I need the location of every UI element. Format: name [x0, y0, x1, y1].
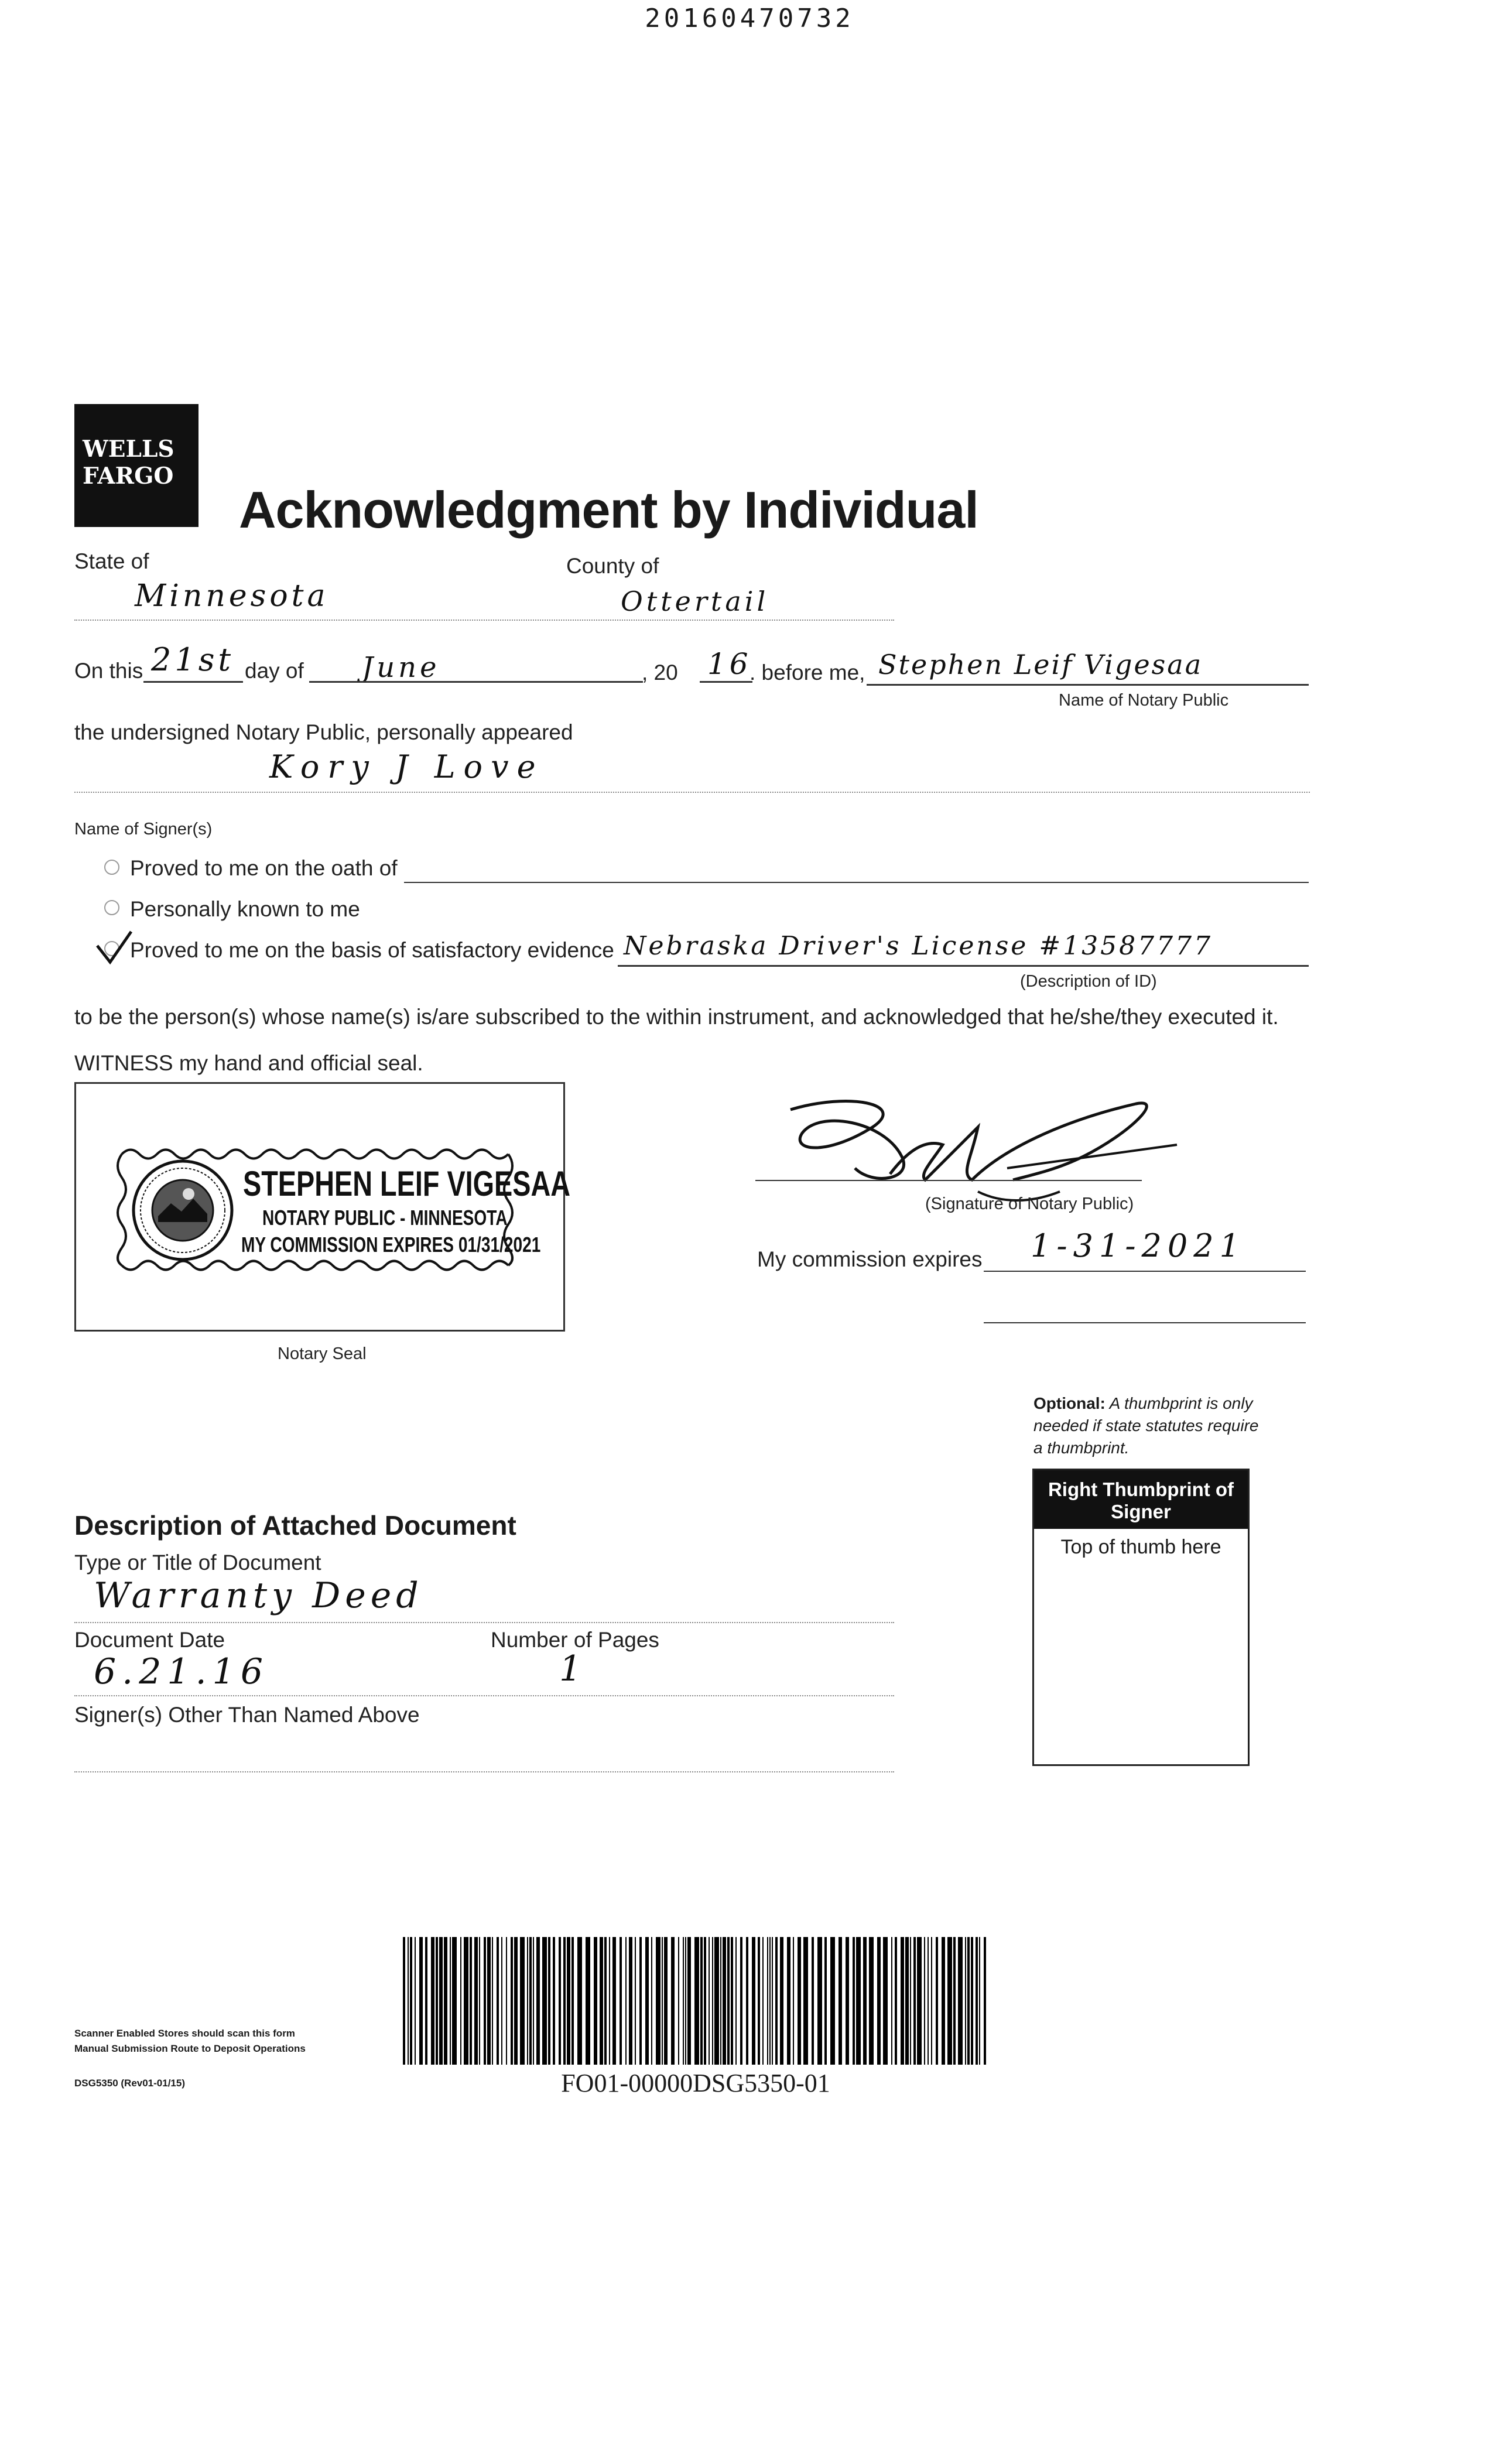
barcode-bar: [651, 1937, 652, 2065]
barcode-bar: [662, 1937, 663, 2065]
barcode-bar: [793, 1937, 794, 2065]
county-value: Ottertail: [621, 586, 769, 617]
barcode-bar: [762, 1937, 764, 2065]
barcode-bar: [942, 1937, 945, 2065]
signature-line: [755, 1180, 1142, 1181]
wells-fargo-logo: [74, 404, 199, 527]
barcode-bar: [687, 1937, 691, 2065]
barcode-bar: [700, 1937, 703, 2065]
barcode-bar: [928, 1937, 929, 2065]
barcode-bar: [735, 1937, 737, 2065]
commission-extra-line: [984, 1322, 1306, 1323]
barcode-bar: [571, 1937, 574, 2065]
evidence-check-mark: [94, 928, 135, 969]
commission-line: [984, 1271, 1306, 1272]
barcode-bar: [527, 1937, 528, 2065]
year-value: 16: [707, 647, 752, 681]
month-line: [309, 681, 643, 683]
barcode-bar: [529, 1937, 532, 2065]
commission-value: 1-31-2021: [1031, 1227, 1245, 1264]
stamp-notary-name: STEPHEN LEIF VIGESAA: [243, 1164, 571, 1203]
barcode-bar: [803, 1937, 808, 2065]
barcode-bar: [497, 1937, 499, 2065]
barcode-bar: [905, 1937, 909, 2065]
document-date-label: Document Date: [74, 1628, 225, 1652]
barcode-bar: [767, 1937, 768, 2065]
barcode-bar: [901, 1937, 904, 2065]
form-code: DSG5350 (Rev01-01/15): [74, 2078, 186, 2089]
signer-name-caption: Name of Signer(s): [74, 820, 213, 839]
barcode-bar: [664, 1937, 668, 2065]
on-this-label: On this: [74, 659, 143, 683]
barcode-bar: [450, 1937, 451, 2065]
attached-heading: Description of Attached Document: [74, 1510, 516, 1541]
barcode-bar: [542, 1937, 547, 2065]
notary-seal-box: [74, 1082, 571, 1332]
evidence-option-label: Proved to me on the basis of satisfactory evidence: [130, 938, 614, 962]
barcode-bar: [645, 1937, 649, 2065]
barcode-bar: [769, 1937, 771, 2065]
pages-label: Number of Pages: [491, 1628, 659, 1652]
witness-text: WITNESS my hand and official seal.: [74, 1051, 423, 1075]
notary-name-line: [867, 684, 1309, 686]
barcode-bar: [609, 1937, 610, 2065]
barcode-bar: [931, 1937, 932, 2065]
barcode-bar: [506, 1937, 507, 2065]
barcode-text: FO01-00000DSG5350-01: [561, 2069, 830, 2097]
before-me-label: . before me,: [750, 661, 865, 685]
barcode-bar: [487, 1937, 491, 2065]
document-date-value: 6.21.16: [94, 1651, 269, 1692]
logo-line-1: WELLS: [83, 436, 174, 463]
barcode-bar: [501, 1937, 502, 2065]
thumbprint-hint: Top of thumb here: [1060, 1536, 1221, 1558]
barcode-bar: [910, 1937, 911, 2065]
state-label: State of: [74, 549, 149, 573]
barcode-bar: [671, 1937, 675, 2065]
thumbprint-header: Right Thumbprint of Signer: [1034, 1470, 1248, 1529]
optional-text: A thumbprint is only needed if state statutes require a thumbprint.: [1033, 1394, 1259, 1457]
signer-name-value: Kory J Love: [269, 748, 544, 785]
barcode-bar: [431, 1937, 434, 2065]
barcode-bar: [856, 1937, 861, 2065]
barcode-image: [403, 1937, 988, 2065]
barcode-bar: [436, 1937, 438, 2065]
barcode-bar: [553, 1937, 555, 2065]
barcode-bar: [712, 1937, 713, 2065]
barcode-bar: [410, 1937, 412, 2065]
barcode-bar: [967, 1937, 970, 2065]
barcode-bar: [817, 1937, 822, 2065]
stamp-line-3: MY COMMISSION EXPIRES 01/31/2021: [241, 1233, 541, 1257]
optional-label: Optional:: [1033, 1394, 1106, 1412]
barcode-bar: [824, 1937, 827, 2065]
day-value: 21st: [151, 641, 235, 678]
oath-radio: [104, 860, 119, 875]
form-title: Acknowledgment by Individual: [239, 481, 978, 539]
barcode-bar: [704, 1937, 706, 2065]
barcode-bar: [520, 1937, 525, 2065]
year-line: [700, 681, 752, 683]
barcode-bar: [731, 1937, 733, 2065]
barcode-bar: [723, 1937, 726, 2065]
date-pages-line: [74, 1695, 894, 1696]
barcode-bar: [984, 1937, 986, 2065]
subscribed-text: to be the person(s) whose name(s) is/are subscribed to the within instrument, and acknowledged that he/she/they executed it.: [74, 1005, 1279, 1029]
barcode-bar: [979, 1937, 980, 2065]
barcode-bar: [559, 1937, 561, 2065]
barcode-bar: [714, 1937, 719, 2065]
county-label: County of: [566, 554, 659, 578]
barcode-bar: [419, 1937, 423, 2065]
barcode-bar: [877, 1937, 881, 2065]
barcode-bar: [415, 1937, 416, 2065]
type-label: Type or Title of Document: [74, 1551, 321, 1575]
signer-name-line: [74, 792, 1310, 793]
barcode-bar: [953, 1937, 956, 2065]
stamp-line-2: NOTARY PUBLIC - MINNESOTA: [262, 1206, 508, 1230]
oath-line: [404, 882, 1309, 883]
barcode-bar: [891, 1937, 892, 2065]
barcode-bar: [444, 1937, 447, 2065]
type-value: Warranty Deed: [94, 1575, 423, 1616]
barcode-bar: [586, 1937, 590, 2065]
barcode-bar: [492, 1937, 493, 2065]
barcode-bar: [740, 1937, 742, 2065]
barcode-bar: [567, 1937, 570, 2065]
barcode-bar: [853, 1937, 855, 2065]
barcode-bar: [787, 1937, 790, 2065]
barcode-bar: [612, 1937, 616, 2065]
barcode-bar: [727, 1937, 730, 2065]
barcode-bar: [439, 1937, 443, 2065]
barcode-bar: [514, 1937, 518, 2065]
barcode-bar: [924, 1937, 925, 2065]
scanner-note: [74, 2026, 306, 2056]
barcode-bar: [775, 1937, 778, 2065]
barcode-bar: [846, 1937, 849, 2065]
barcode-bar: [620, 1937, 622, 2065]
barcode-bar: [798, 1937, 801, 2065]
barcode-bar: [604, 1937, 607, 2065]
barcode-bar: [780, 1937, 783, 2065]
state-county-line: [74, 620, 894, 621]
barcode-bar: [958, 1937, 963, 2065]
evidence-caption: (Description of ID): [1020, 972, 1157, 991]
recording-number: 20160470732: [645, 4, 854, 33]
barcode-bar: [536, 1937, 540, 2065]
barcode-bar: [563, 1937, 566, 2065]
barcode-bar: [484, 1937, 486, 2065]
state-value: Minnesota: [135, 579, 329, 614]
barcode-bar: [976, 1937, 978, 2065]
barcode-bar: [758, 1937, 760, 2065]
notary-name-caption: Name of Notary Public: [1059, 691, 1229, 710]
barcode-bar: [694, 1937, 699, 2065]
barcode-bar: [720, 1937, 721, 2065]
barcode-bar: [883, 1937, 888, 2065]
barcode-bar: [830, 1937, 835, 2065]
barcode-bar: [464, 1937, 468, 2065]
barcode-bar: [746, 1937, 748, 2065]
state-seal-icon: [130, 1158, 235, 1263]
barcode-bar: [533, 1937, 534, 2065]
other-signers-line: [74, 1771, 894, 1772]
day-of-label: day of: [245, 659, 304, 683]
thumbprint-box: [1032, 1469, 1250, 1766]
barcode-bar: [594, 1937, 597, 2065]
barcode-bar: [425, 1937, 427, 2065]
barcode-bar: [685, 1937, 686, 2065]
barcode-bar: [635, 1937, 636, 2065]
barcode-bar: [839, 1937, 842, 2065]
barcode-bar: [936, 1937, 938, 2065]
barcode-bar: [452, 1937, 457, 2065]
barcode-bar: [600, 1937, 603, 2065]
barcode-bar: [863, 1937, 867, 2065]
barcode-bar: [479, 1937, 480, 2065]
barcode-bar: [548, 1937, 550, 2065]
barcode-bar: [869, 1937, 874, 2065]
barcode-bar: [709, 1937, 710, 2065]
month-value: June: [362, 651, 440, 684]
barcode-bar: [947, 1937, 952, 2065]
barcode-bar: [408, 1937, 409, 2065]
known-option-label: Personally known to me: [130, 897, 360, 921]
barcode-bar: [965, 1937, 966, 2065]
barcode-bar: [474, 1937, 478, 2065]
barcode-bar: [917, 1937, 922, 2065]
type-line: [74, 1622, 894, 1623]
barcode-bar: [678, 1937, 679, 2065]
barcode-bar: [656, 1937, 660, 2065]
barcode-bar: [629, 1937, 632, 2065]
barcode-bar: [403, 1937, 405, 2065]
barcode-bar: [639, 1937, 642, 2065]
barcode-bar: [577, 1937, 582, 2065]
commission-label: My commission expires: [757, 1247, 983, 1271]
barcode-bar: [913, 1937, 916, 2065]
barcode-bar: [895, 1937, 897, 2065]
pages-value: 1: [559, 1648, 586, 1689]
scanner-line-2: Manual Submission Route to Deposit Operations: [74, 2043, 306, 2054]
barcode-bar: [772, 1937, 773, 2065]
thumbprint-optional-note: [1033, 1392, 1268, 1459]
notary-name-value: Stephen Leif Vigesaa: [878, 649, 1203, 680]
barcode-bar: [812, 1937, 814, 2065]
barcode-bar: [460, 1937, 461, 2065]
evidence-value: Nebraska Driver's License #13587777: [624, 931, 1213, 961]
evidence-line: [618, 965, 1309, 967]
oath-option-label: Proved to me on the oath of: [130, 856, 398, 880]
barcode-bar: [625, 1937, 627, 2065]
known-radio: [104, 900, 119, 915]
logo-line-2: FARGO: [83, 463, 174, 490]
year-prefix: , 20: [642, 661, 678, 685]
barcode-bar: [470, 1937, 472, 2065]
barcode-bar: [971, 1937, 973, 2065]
signature-caption: (Signature of Notary Public): [925, 1195, 1134, 1213]
barcode-bar: [683, 1937, 684, 2065]
day-line: [143, 681, 243, 683]
other-signers-label: Signer(s) Other Than Named Above: [74, 1703, 420, 1727]
barcode-bar: [511, 1937, 513, 2065]
notary-seal-caption: Notary Seal: [278, 1344, 367, 1363]
scanner-line-1: Scanner Enabled Stores should scan this form: [74, 2028, 295, 2039]
appeared-label: the undersigned Notary Public, personally appeared: [74, 720, 573, 744]
barcode-bar: [752, 1937, 755, 2065]
